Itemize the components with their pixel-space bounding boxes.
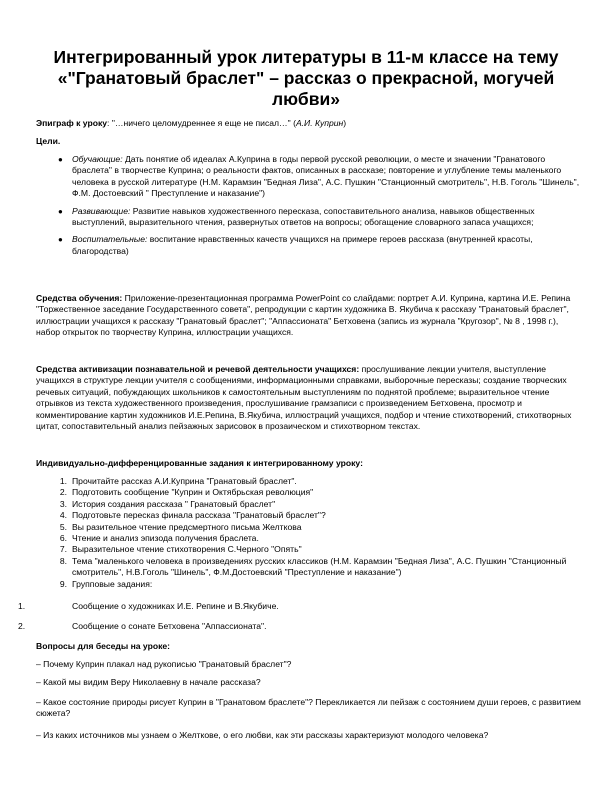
task-item [36,487,581,498]
bullet-icon: ● [58,206,63,216]
means-paragraph [36,293,581,339]
task-text: Вы разительное чтение предсмертного письма Желткова [72,521,302,532]
group-task-number: 2. [18,621,26,631]
task-item [36,556,581,579]
activation-text: прослушивание лекции учителя, выступление учащихся в структуре лекции учителя с сообщениями, информационными справками, выборочные пересказы; создание творческих речевых ситуаций, побуждающих школьников к самостоятельным выступлениям по поднятой проблеме; выразительное чтение отрывков из текста художественного произведения, прослушивание грамзаписи с произведением Бетховена, просмотр и комментирование картин художников И.Е.Репина, В.Якубича, иллюстраций учащихся, подбор и чтение стихотворений, стихотворных цитат, сопоставительный анализ пейзажных зарисовок в прозаическом и стихотворном текстах. [36,364,572,432]
page-title: Интегрированный урок литературы в 11-м классе на тему «"Гранатовый браслет" – рассказ о прекрасной, могучей любви» [53,47,559,109]
goal-text: Развитие навыков художественного пересказа, сопоставительного анализа, навыков общественных выступлений, выразительного чтения, развернутых ответов на вопросы; обогащение словарного запаса учащихся; [72,205,535,228]
task-text: Чтение и анализ эпизода получения браслета. [72,533,259,544]
questions-heading: Вопросы для беседы на уроке: [36,641,171,651]
question-item: – Какое состояние природы рисует Куприн в "Гранатовом браслете"? Перекликается ли пейзаж с состоянием души героев, с развитием сюжета? [36,697,581,719]
task-text: Подготовьте пересказ финала рассказа "Гранатовый браслет"? [72,510,326,521]
question-item: – Какой мы видим Веру Николаевну в начале рассказа? [36,677,261,687]
task-item [36,579,581,590]
tasks-heading: Индивидуально-дифференцированные задания к интегрированному уроку: [36,458,363,468]
goal-text: Дать понятие об идеалах А.Куприна в годы первой русской революции, о месте и значении "Гранатового браслета" в творчестве Куприна; о реальности фактов, описанных в рассказе; повторение и углубление темы маленького человека в русской литературе (Н.М. Карамзин "Бедная Лиза", А.С. Пушкин "Станционный смотритель", Н.В. Гоголь "Шинель", Ф.М. Достоевский " Преступление и наказание") [72,154,580,199]
task-text: Тема "маленького человека в произведениях русских классиков (Н.М. Карамзин "Бедная Лиза", А.С. Пушкин "Станционный смотритель", Н.В.Гоголь "Шинель", Ф.М.Достоевский "Преступление и наказание") [72,555,567,578]
task-number: 5. [59,521,67,532]
task-text: Подготовить сообщение "Куприн и Октябрьская революция" [72,487,314,498]
goal-label: Развивающие: [72,205,131,216]
task-number: 8. [59,555,67,566]
task-item [36,533,581,544]
task-item [36,544,581,555]
activation-label: Средства активизации познавательной и речевой деятельности учащихся: [36,364,360,374]
activation-paragraph [36,364,581,432]
means-label: Средства обучения: [36,293,123,303]
group-task-text: Сообщение о художниках И.Е. Репине и В.Якубиче. [72,601,279,611]
goal-item [36,206,581,229]
goal-label: Воспитательные: [72,234,148,245]
task-item [36,499,581,510]
group-task-number: 1. [18,601,26,611]
goal-item [36,154,581,200]
means-text: Приложение-презентационная программа PowerPoint со слайдами: портрет А.И. Куприна, картина И.Е. Репина "Торжественное заседание Государственного совета", репродукции с картин художника В. Якубича к рассказу "Гранатовый браслет", иллюстрации учащихся к рассказу "Гранатовый браслет"; "Аппассионата" Бетховена (запись из журнала "Кругозор", № 8 , 1998 г.), набор открыток по творчеству Куприна, иллюстрации учащихся. [36,293,571,338]
goal-item [36,234,581,257]
epigraph-label: Эпиграф к уроку [36,118,108,128]
task-text: Прочитайте рассказ А.И.Куприна "Гранатовый браслет". [72,476,297,486]
task-number: 1. [59,476,67,486]
goal-text: воспитание нравственных качеств учащихся на примере героев рассказа (внутренней красоты, благородства) [72,234,533,256]
task-item [36,522,581,533]
question-item: – Из каких источников мы узнаем о Желткове, о его любви, как эти рассказы характеризуют молодого человека? [36,730,489,740]
epigraph [36,118,581,129]
task-number: 6. [59,533,67,544]
task-text: Выразительное чтение стихотворения С.Черного "Опять" [72,544,302,555]
goals-list [36,154,581,257]
goal-label: Обучающие: [72,154,123,164]
task-text: История создания рассказа " Гранатовый браслет" [72,498,276,509]
bullet-icon: ● [58,155,63,164]
goals-heading: Цели. [36,136,61,146]
epigraph-close: ) [343,118,347,128]
task-number: 2. [59,487,67,498]
task-item [36,510,581,521]
tasks-list [36,476,581,590]
question-item: – Почему Куприн плакал над рукописью "Гранатовый браслет"? [36,659,292,669]
epigraph-text: : "…ничего целомудреннее я еще не писал…" ( [107,118,296,128]
task-item [36,476,581,487]
task-number: 4. [59,510,67,521]
task-text: Групповые задания: [72,578,153,589]
task-number: 3. [59,498,67,509]
group-task-text: Сообщение о сонате Бетховена "Аппассионата". [72,621,267,631]
task-number: 7. [59,544,67,555]
epigraph-author: А.И. Куприн [295,118,344,128]
task-number: 9. [59,578,67,589]
bullet-icon: ● [58,235,63,245]
